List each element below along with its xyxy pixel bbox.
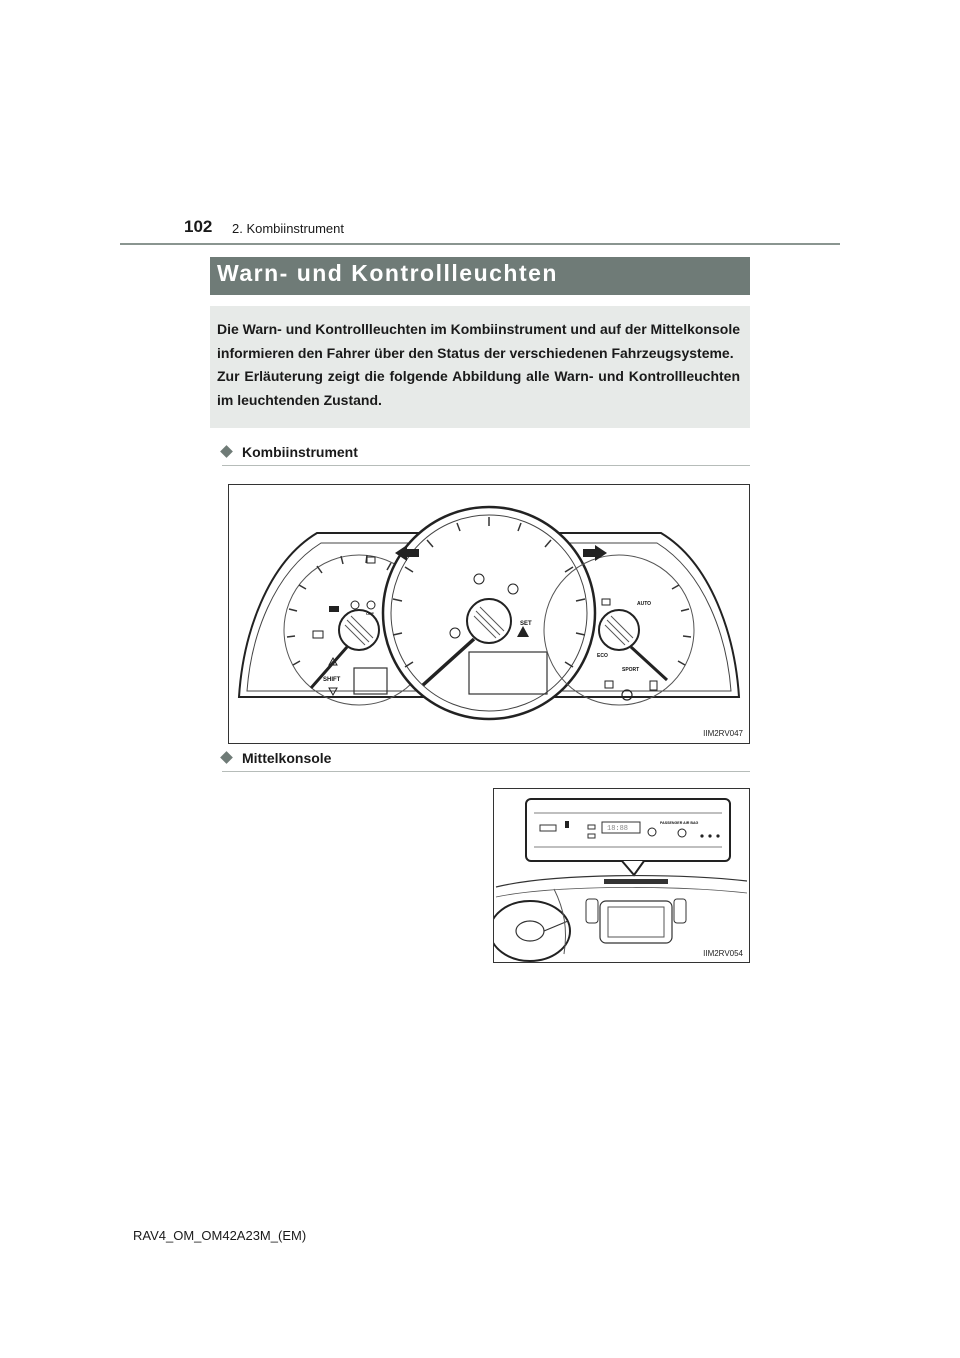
console-clock-display: 18:88 [607, 825, 629, 833]
subheading-label: Mittelkonsole [242, 750, 332, 766]
cluster-label-off: OFF [366, 611, 374, 616]
passenger-airbag-label: PASSENGER AIR BAG [660, 821, 699, 825]
subheading-label: Kombiinstrument [242, 444, 358, 460]
diamond-bullet-icon [220, 445, 233, 458]
header-rule [120, 243, 840, 245]
center-console-figure [493, 788, 750, 963]
instrument-cluster-illustration [229, 485, 749, 743]
footer-text: RAV4_OM_OM42A23M_(EM) [133, 1228, 307, 1243]
figure-code: IIM2RV054 [703, 949, 743, 958]
cluster-label-shift: SHIFT [323, 677, 341, 683]
figure-code: IIM2RV047 [703, 729, 743, 738]
instrument-cluster-figure [228, 484, 750, 744]
diamond-bullet-icon [220, 751, 233, 764]
cluster-label-eco: ECO [597, 653, 608, 659]
page-number: 102 [184, 217, 213, 236]
intro-box [210, 306, 750, 428]
cluster-label-sport: SPORT [622, 667, 640, 673]
subheading-mittelkonsole [222, 750, 750, 772]
intro-paragraph-2: Zur Erläuterung zeigt die folgende Abbildung alle Warn- und Kontrollleuchten im leuchtenden Zustand. [217, 368, 740, 408]
cluster-label-auto: AUTO [637, 601, 652, 607]
subheading-kombiinstrument [222, 444, 750, 466]
running-head: 2. Kombiinstrument [232, 221, 344, 236]
cluster-label-set: SET [520, 621, 532, 627]
section-title: Warn- und Kontrollleuchten [210, 257, 750, 295]
intro-paragraph-1: Die Warn- und Kontrollleuchten im Kombiinstrument und auf der Mittelkonsole informieren den Fahrer über den Status der verschiedenen Fahrzeugsysteme. [217, 321, 740, 361]
center-console-illustration [494, 789, 749, 962]
